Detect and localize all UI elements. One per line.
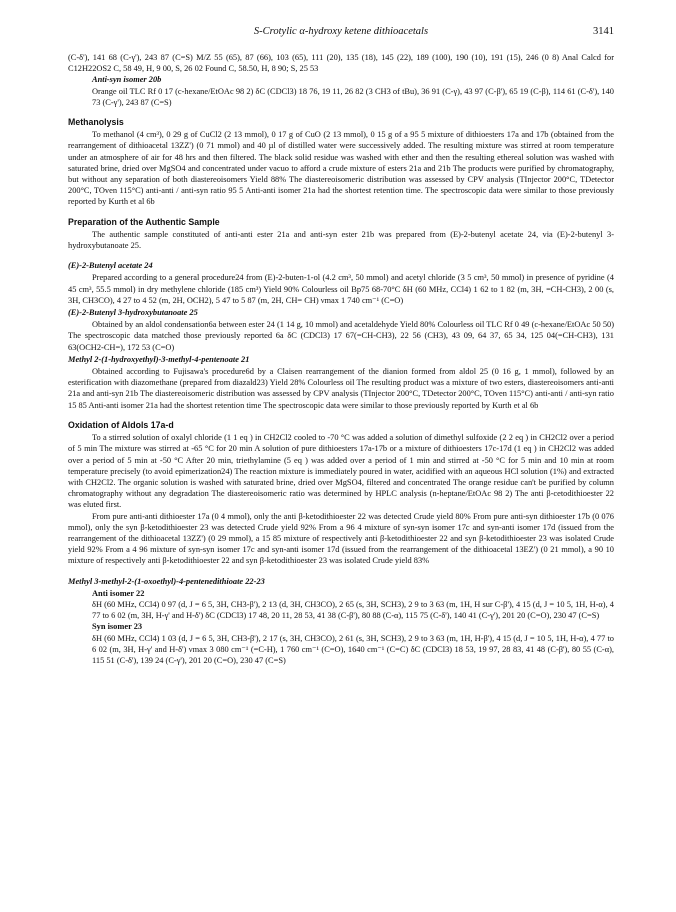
spectral-data-paragraph: (C-δ'), 141 68 (C-γ'), 243 87 (C=S) M/Z 55 (65), 87 (66), 103 (65), 111 (20), 135 (18), 145 (22), 189 (100), 190 (10), 191 (15), 246 (0 8) Anal Calcd for C12H22OS2 C, 58 49, H, 9 00, S, 26 02 Found C, 58.50, H, 8 90; S, 25 53 [68,53,614,74]
isomer-heading-23: Syn isomer 23 [92,622,143,632]
isomer-heading-22: Anti isomer 22 [92,588,145,598]
page-header [68,26,614,40]
compound-heading-24: (E)-2-Butenyl acetate 24 [68,261,153,271]
isomer-heading-20b: Anti-syn isomer 20b [92,75,162,85]
isomer-23-data: δH (60 MHz, CCl4) 1 03 (d, J = 6 5, 3H, CH3-β'), 2 17 (s, 3H, CH3CO), 2 61 (s, 3H, SCH3), 2 9 to 3 63 (m, 1H, H-β'), 4 15 (d, J = 10 5, 1H, H-α), 4 77 to 6 02 (m, 3H, H-γ' and H-δ') νmax 3 080 cm⁻¹ (=C-H), 1 760 cm⁻¹ (C=O), 1640 cm⁻¹ (C=C) δC (CDCl3) 18 53, 19 97, 28 83, 41 48 (C-β'), 80 55 (C-α), 115 51 (C-δ'), 139 24 (C-γ'), 201 20 (C=O), 230 47 (C=S) [92,633,614,665]
section-heading-oxidation: Oxidation of Aldols 17a-d [68,419,174,430]
compound-heading-21: Methyl 2-(1-hydroxyethyl)-3-methyl-4-pentenoate 21 [68,354,250,364]
isomer-20b-data: Orange oil TLC Rf 0 17 (c-hexane/EtOAc 98 2) δC (CDCl3) 18 76, 19 11, 26 82 (3 CH3 of tBu), 36 91 (C-γ), 43 97 (C-β'), 65 19 (C-β), 114 61 (C-δ'), 140 73 (C-γ'), 243 87 (C=S) [92,86,614,107]
isomer-22-data: δH (60 MHz, CCl4) 0 97 (d, J = 6 5, 3H, CH3-β'), 2 13 (d, 3H, CH3CO), 2 65 (s, 3H, SCH3), 2 9 to 3 63 (m, 1H, H sur C-β'), 4 15 (d, J = 10 5, 1H, H-α), 4 77 to 6 02 (m, 3H, H-γ' and H-δ') δC (CDCl3) 17 48, 20 11, 28 53, 41 38 (C-β'), 80 88 (C-α), 115 75 (C-δ'), 140 41 (C-γ'), 201 20 (C=O), 230 47 (C=S) [92,599,614,621]
compound-heading-25: (E)-2-Butenyl 3-hydroxybutanoate 25 [68,308,198,318]
oxidation-paragraph-1: To a stirred solution of oxalyl chloride (1 1 eq ) in CH2Cl2 cooled to -70 °C was added a solution of dimethyl sulfoxide (2 2 eq ) in CH2Cl2 over a period of 5 min The mixture was stirred at -65 °C for 20 min A solution of pure dithioesters 17a-17b or a mixture of dithioesters 17c-17d (1 eq ) in CH2Cl2 was added over a period of 5 min at -50 °C After 20 min, triethylamine (5 eq ) was added over a period of 1 min and stirred at -50 °C for 5 min and 10 min at room temperature precisely (to avoid epimerization24) The reaction mixture is immediately poured in water, acidified with an aqueous HCl solution (1%) and extracted with CH2Cl2. The organic solution is washed with saturated brine, dried over MgSO4, filtered and concentrated The orange residue can't be purified by column chromatography without any degradation The diastereoisomeric ratio was determined by HPLC analysis (n-heptane/EtOAc 98 2) The anti β-cetodithioester 22 was eluted first. [68,433,614,510]
page-number: 3141 [593,26,614,37]
compound-25-paragraph: Obtained by an aldol condensation6a between ester 24 (1 14 g, 10 mmol) and acetaldehyde Yield 80% Colourless oil TLC Rf 0 49 (c-hexane/EtOAc 50 50) The spectroscopic data matched those previously reported 6a δC (CDCl3) 17 67(=CH-CH3), 22 56 (CH3), 43 09, 64 37, 65 34, 125 04(=CH-CH3), 131 63(OCH2-CH=), 172 53 (C=O) [68,320,614,352]
running-title: S-Crotylic α-hydroxy ketene dithioacetals [253,26,429,37]
methanolysis-paragraph: To methanol (4 cm³), 0 29 g of CuCl2 (2 13 mmol), 0 17 g of CuO (2 13 mmol), 0 15 g of a 95 5 mixture of dithioesters 17a and 17b (obtained from the rearrangement of dithioacetal 13ZZ') (0 71 mmol) and 40 µl of distilled water were successively added. The resulting mixture was stirred at room temperature under an atmosphere of air for 48 hrs and then filtered. The black solid residue was washed with ether and then the resulting ethereal solution was washed with saturated brine, dried over MgSO4 and concentrated under vacuo to afford a crude mixture of esters 21a and 21b The products were purified by chromatography, but without any separation of both diastereoisomers Yield 88% The diastereoisomeric distribution was assessed by CPV analysis (TInjector 200°C, TDetector 200°C, TOven 115°C) anti-anti / anti-syn ratio 95 5 Anti-anti isomer 21a had the shortest retention time. The spectroscopic data were similar to those previously reported by Kurth et al 6b [68,130,614,207]
compound-heading-22-23: Methyl 3-methyl-2-(1-oxoethyl)-4-pentenedithioate 22-23 [68,576,265,586]
section-heading-methanolysis: Methanolysis [68,117,124,128]
compound-24-paragraph: Prepared according to a general procedure24 from (E)-2-buten-1-ol (4.2 cm³, 50 mmol) and acetyl chloride (3 5 cm³, 50 mmol) in presence of pyridine (4 45 cm³, 55.5 mmol) in dry methylene chloride (185 cm³) Yield 90% Colourless oil Bp75 68-70°C δH (60 MHz, CCl4) 1 62 to 1 82 (m, 3H, =CH-CH3), 2 00 (s, 3H, CH3CO), 4 27 to 4 52 (m, 2H, OCH2), 5 47 to 5 87 (m, 2H, CH= CH) νmax 1 740 cm⁻¹ (C=O) [68,273,614,305]
journal-page [68,26,614,666]
section-heading-authentic-sample: Preparation of the Authentic Sample [68,216,220,227]
oxidation-paragraph-2: From pure anti-anti dithioester 17a (0 4 mmol), only the anti β-ketodithioester 22 was detected Crude yield 80% From pure anti-syn dithioester 17b (0 076 mmol), only the syn β-ketodithioester 23 was detected Crude yield 92% From a 96 4 mixture of syn-syn isomer 17c and syn-anti isomer 17d (issued from the rearrangement of the dithioacetal 13ZZ') (0 29 mmol), a 15 85 mixture of respectively anti β-ketodithioester 22 and syn β-ketodithioester 23 was isolated Crude yield 92% From a 4 96 mixture of syn-syn isomer 17c and syn-anti isomer 17d (issued from the rearrangement of the dithioacetal 13EZ') (0 21 mmol), a 90 10 mixture of respectively anti β-ketodithioester 22 and syn β-ketodithioester 23 was isolated Crude yield 83% [68,511,614,566]
compound-21-paragraph: Obtained according to Fujisawa's procedure6d by a Claisen rearrangement of the dianion formed from aldol 25 (0 16 g, 1 mmol), followed by an esterification with diazomethane (prepared from diazald23) Yield 28% Colourless oil The resulting product was a mixture of two esters, diastereoisomers anti-anti 21a and anti-syn 21b The diastereoisomeric distribution was assessed by CPV analysis (TInjector 200°C, TDetector 200°C, TOven 115°C) anti-anti / anti-syn ratio 15 85 Anti-anti isomer 21a had the shortest retention time The spectroscopic data were similar to those previously reported by Kurth et al 6b [68,367,614,410]
authentic-sample-paragraph: The authentic sample constituted of anti-anti ester 21a and anti-syn ester 21b was prepared from (E)-2-butenyl acetate 24, via (E)-2-butenyl 3-hydroxybutanoate 25. [68,229,614,251]
